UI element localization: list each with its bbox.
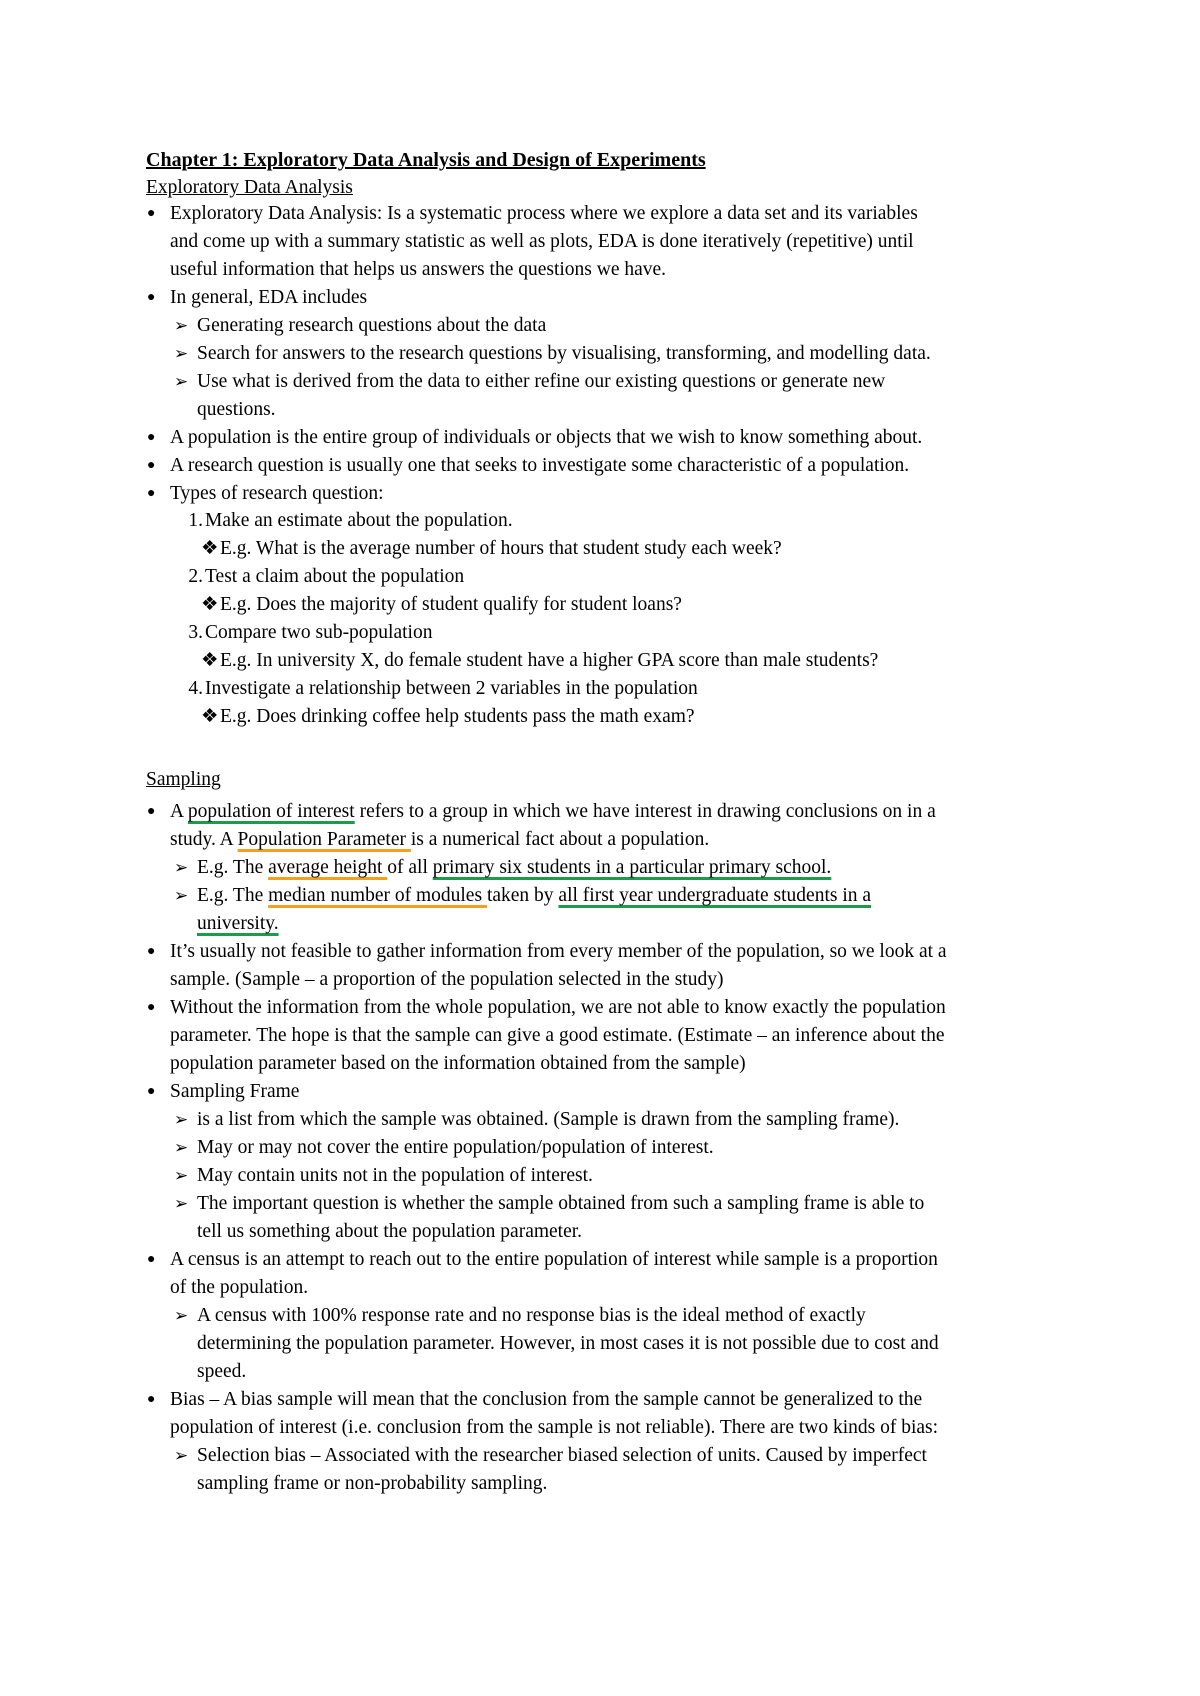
bullet-icon: ● — [147, 944, 156, 959]
diamond-bullet-icon: ❖ — [201, 650, 219, 671]
sub-item: speed. — [197, 1361, 247, 1382]
highlight-population: university. — [197, 913, 279, 934]
paragraph-line: useful information that helps us answers the questions we have. — [170, 259, 667, 280]
sub-item: determining the population parameter. However, in most cases it is not possible due to cost and — [197, 1333, 939, 1354]
list-number: 2. — [188, 566, 203, 587]
paragraph-line: sample. (Sample – a proportion of the population selected in the study) — [170, 969, 724, 990]
bullet-icon: ● — [147, 430, 156, 445]
highlight-population: all first year undergraduate students in a — [558, 885, 872, 906]
numbered-item: Test a claim about the population — [205, 566, 465, 587]
list-number: 4. — [188, 678, 203, 699]
paragraph-line: study. A Population Parameter is a numerical fact about a population. — [170, 829, 710, 850]
arrow-bullet-icon: ➢ — [174, 858, 189, 877]
bullet-icon: ● — [147, 206, 156, 221]
example-item: E.g. The median number of modules taken by all first year undergraduate students in a — [197, 885, 872, 906]
bullet-icon: ● — [147, 1000, 156, 1015]
paragraph-line: Types of research question: — [170, 483, 384, 504]
section-heading-eda: Exploratory Data Analysis — [146, 177, 353, 198]
sub-item: May or may not cover the entire population/population of interest. — [197, 1137, 714, 1158]
arrow-bullet-icon: ➢ — [174, 1110, 189, 1129]
page-title: Chapter 1: Exploratory Data Analysis and Design of Experiments — [146, 149, 706, 171]
example-item: E.g. The average height of all primary six students in a particular primary school. — [197, 857, 832, 878]
bullet-icon: ● — [147, 290, 156, 305]
diamond-bullet-icon: ❖ — [201, 706, 219, 727]
arrow-bullet-icon: ➢ — [174, 316, 189, 335]
paragraph-line: Exploratory Data Analysis: Is a systematic process where we explore a data set and its variables — [170, 203, 918, 224]
paragraph-line: and come up with a summary statistic as well as plots, EDA is done iteratively (repetitive) until — [170, 231, 914, 252]
arrow-bullet-icon: ➢ — [174, 1306, 189, 1325]
sub-item: Use what is derived from the data to either refine our existing questions or generate new — [197, 371, 886, 392]
arrow-bullet-icon: ➢ — [174, 1138, 189, 1157]
example-item: E.g. In university X, do female student have a higher GPA score than male students? — [220, 650, 879, 671]
paragraph-line: A population of interest refers to a group in which we have interest in drawing conclusions on in a — [170, 801, 936, 822]
arrow-bullet-icon: ➢ — [174, 886, 189, 905]
sub-item: Selection bias – Associated with the researcher biased selection of units. Caused by imperfect — [197, 1445, 927, 1466]
paragraph-line: parameter. The hope is that the sample can give a good estimate. (Estimate – an inference about the — [170, 1025, 945, 1046]
paragraph-line: of the population. — [170, 1277, 309, 1298]
arrow-bullet-icon: ➢ — [174, 344, 189, 363]
diamond-bullet-icon: ❖ — [201, 594, 219, 615]
paragraph-line: It’s usually not feasible to gather information from every member of the population, so we look at a — [170, 941, 947, 962]
paragraph-line: A census is an attempt to reach out to the entire population of interest while sample is a proportion — [170, 1249, 938, 1270]
example-item: E.g. What is the average number of hours that student study each week? — [220, 538, 782, 559]
highlight-population-of-interest: population of interest — [187, 801, 355, 822]
sub-item: May contain units not in the population of interest. — [197, 1165, 593, 1186]
bullet-icon: ● — [147, 458, 156, 473]
numbered-item: Make an estimate about the population. — [205, 510, 513, 531]
section-heading-sampling: Sampling — [146, 769, 221, 790]
arrow-bullet-icon: ➢ — [174, 1446, 189, 1465]
highlight-parameter: average height — [268, 857, 388, 878]
numbered-item: Compare two sub-population — [205, 622, 433, 643]
paragraph-line: population of interest (i.e. conclusion from the sample is not reliable). There are two kinds of bias: — [170, 1417, 939, 1438]
sub-item: Generating research questions about the data — [197, 315, 547, 336]
highlight-population: primary six students in a particular primary school. — [432, 857, 832, 878]
sub-item: sampling frame or non-probability sampling. — [197, 1473, 548, 1494]
bullet-icon: ● — [147, 486, 156, 501]
bullet-icon: ● — [147, 1392, 156, 1407]
diamond-bullet-icon: ❖ — [201, 538, 219, 559]
sub-item: is a list from which the sample was obtained. (Sample is drawn from the sampling frame). — [197, 1109, 900, 1130]
example-item: E.g. Does drinking coffee help students pass the math exam? — [220, 706, 695, 727]
example-item: E.g. Does the majority of student qualify for student loans? — [220, 594, 682, 615]
sub-item: questions. — [197, 399, 276, 420]
list-number: 1. — [188, 510, 203, 531]
paragraph-line: A research question is usually one that seeks to investigate some characteristic of a population. — [170, 455, 910, 476]
sub-item: The important question is whether the sample obtained from such a sampling frame is able to — [197, 1193, 925, 1214]
sub-item: A census with 100% response rate and no response bias is the ideal method of exactly — [197, 1305, 866, 1326]
list-number: 3. — [188, 622, 203, 643]
bullet-icon: ● — [147, 1084, 156, 1099]
paragraph-line: A population is the entire group of individuals or objects that we wish to know something about. — [170, 427, 923, 448]
sub-item: tell us something about the population parameter. — [197, 1221, 583, 1242]
arrow-bullet-icon: ➢ — [174, 372, 189, 391]
arrow-bullet-icon: ➢ — [174, 1194, 189, 1213]
arrow-bullet-icon: ➢ — [174, 1166, 189, 1185]
paragraph-line: Without the information from the whole population, we are not able to know exactly the population — [170, 997, 946, 1018]
paragraph-line: In general, EDA includes — [170, 287, 368, 308]
paragraph-line: Sampling Frame — [170, 1081, 300, 1102]
paragraph-line: population parameter based on the information obtained from the sample) — [170, 1053, 746, 1074]
bullet-icon: ● — [147, 804, 156, 819]
example-item — [197, 910, 1057, 938]
highlight-parameter: median number of modules — [268, 885, 487, 906]
bullet-icon: ● — [147, 1252, 156, 1267]
highlight-population-parameter: Population Parameter — [237, 829, 411, 850]
sub-item: Search for answers to the research questions by visualising, transforming, and modelling data. — [197, 343, 931, 364]
paragraph-line: Bias – A bias sample will mean that the conclusion from the sample cannot be generalized to the — [170, 1389, 923, 1410]
numbered-item: Investigate a relationship between 2 variables in the population — [205, 678, 698, 699]
